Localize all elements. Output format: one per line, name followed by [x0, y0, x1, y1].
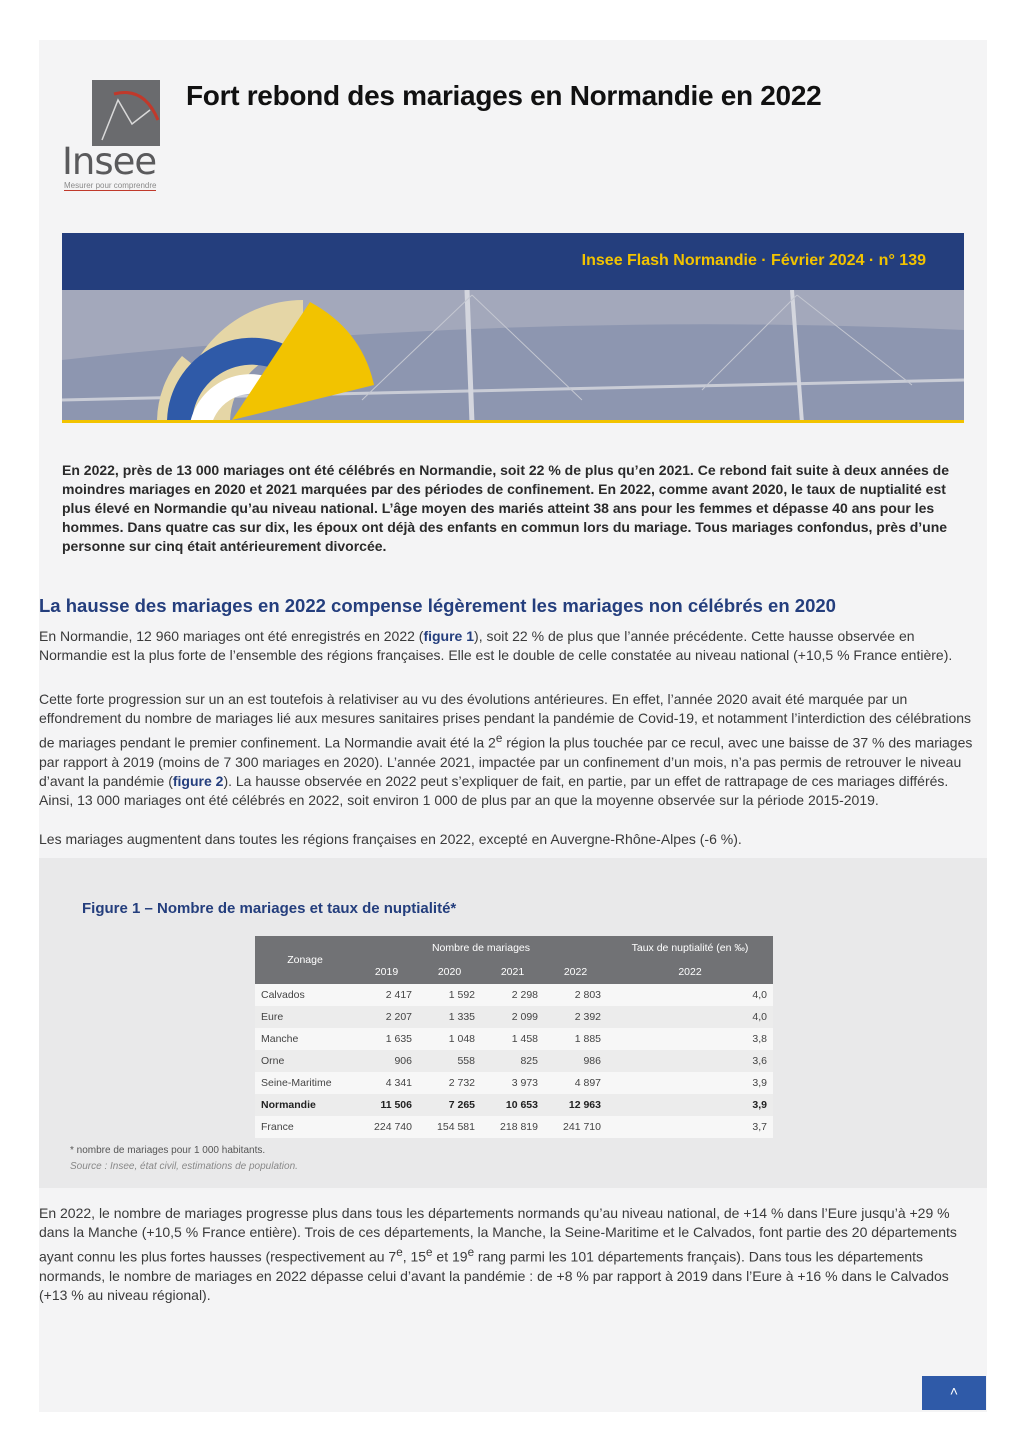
cell-value: 4 341	[355, 1072, 418, 1094]
header-year: 2022	[544, 960, 607, 984]
cell-value: 224 740	[355, 1116, 418, 1138]
superscript: e	[467, 1245, 475, 1259]
paragraph-4	[39, 1204, 975, 1305]
paragraph-4-text-a: En 2022, le nombre de mariages progresse plus dans tous les départements normands qu’au niveau national, de +14 % dans l’Eure jusqu’à +29 % dans la Manche (+10,5 % France entière). Trois de ces départements, la Manche, la Seine-Maritime et le Calvados, font partie des 20 départements ayant connu les plus fortes hausses (respectivement au 7	[39, 1205, 957, 1265]
cell-value: 2 298	[481, 984, 544, 1006]
cell-value: 2 803	[544, 984, 607, 1006]
cell-value: 4 897	[544, 1072, 607, 1094]
logo-tagline: Mesurer pour comprendre	[64, 181, 157, 190]
cell-value: 2 392	[544, 1006, 607, 1028]
cell-taux: 4,0	[607, 1006, 773, 1028]
header-year: 2020	[418, 960, 481, 984]
cell-value: 986	[544, 1050, 607, 1072]
paragraph-4-text-c: et 19	[432, 1248, 468, 1265]
bridge-illustration	[62, 290, 964, 423]
paragraph-2-text-b: région la plus touchée par ce recul, avec une baisse de 37 % des mariages par rapport à 2019 (moins de 7 300 mariages en 2020). L’année 2021, impactée par un confinement d’un mois, n’a pas permis de retrouver le niveau d’avant la pandémie (	[39, 734, 973, 789]
cell-value: 1 335	[418, 1006, 481, 1028]
cell-value: 3 973	[481, 1072, 544, 1094]
cell-taux: 4,0	[607, 984, 773, 1006]
back-to-top-button[interactable]	[922, 1376, 986, 1410]
cell-taux: 3,9	[607, 1094, 773, 1116]
header-taux-year: 2022	[607, 960, 773, 984]
paragraph-3: Les mariages augmentent dans toutes les régions françaises en 2022, excepté en Auvergne-Rhône-Alpes (-6 %).	[39, 831, 742, 847]
paragraph-4-text-b: , 15	[402, 1248, 427, 1265]
cell-taux: 3,6	[607, 1050, 773, 1072]
section-heading: La hausse des mariages en 2022 compense légèrement les mariages non célébrés en 2020	[39, 595, 836, 616]
paragraph-2-text-c: ). La hausse observée en 2022 peut s’expliquer de fait, en partie, par un effet de rattrapage de ces mariages différés. Ainsi, 13 000 mariages ont été célébrés en 2022, soit environ 1 000 de plus par an que la moyenne observée sur la période 2015-2019.	[39, 772, 949, 809]
table-row-normandie	[255, 1094, 773, 1116]
marriages-table	[255, 936, 773, 1138]
superscript: e	[396, 1245, 403, 1259]
cell-value: 241 710	[544, 1116, 607, 1138]
cell-zone: Normandie	[255, 1094, 355, 1116]
cell-value: 2 732	[418, 1072, 481, 1094]
cell-taux: 3,9	[607, 1072, 773, 1094]
header-mariages: Nombre de mariages	[355, 936, 607, 960]
cell-value: 154 581	[418, 1116, 481, 1138]
cell-value: 7 265	[418, 1094, 481, 1116]
article-summary: En 2022, près de 13 000 mariages ont été célébrés en Normandie, soit 22 % de plus qu’en 2021. Ce rebond fait suite à deux années de moindres mariages en 2020 et 2021 marquées par des périodes de confinement. En 2022, comme avant 2020, le taux de nuptialité est plus élevé en Normandie qu’au niveau national. L’âge moyen des mariés atteint 38 ans pour les femmes et dépasse 40 ans pour les hommes. Dans quatre cas sur dix, les époux ont déjà des enfants en commun lors du mariage. Tous mariages confondus, près d’une personne sur cinq était antérieurement divorcée.	[62, 462, 950, 554]
figure-2-link[interactable]: figure 2	[172, 772, 224, 789]
figure-1-link[interactable]: figure 1	[423, 628, 475, 644]
paragraph-2-text-a: Cette forte progression sur un an est toutefois à relativiser au vu des évolutions antérieures. En effet, l’année 2020 avait été marquée par un effondrement du nombre de mariages lié aux mesures sanitaires prises pendant la pandémie de Covid-19, et notamment l’interdiction des célébrations de mariages pendant le premier confinement. La Normandie avait été la 2	[39, 691, 972, 751]
cell-taux: 3,7	[607, 1116, 773, 1138]
cell-value: 10 653	[481, 1094, 544, 1116]
cell-value: 218 819	[481, 1116, 544, 1138]
table-row	[255, 1050, 773, 1072]
cell-zone: Calvados	[255, 984, 355, 1006]
paragraph-1-text-b: ), soit 22 % de plus que l’année précédente. Cette hausse observée en Normandie est la plus forte de l’ensemble des régions françaises. Elle est le double de celle constatée au niveau national (+10,5 % France entière).	[39, 628, 953, 664]
cell-value: 1 592	[418, 984, 481, 1006]
publication-banner	[62, 233, 964, 290]
figure-title: Figure 1 – Nombre de mariages et taux de nuptialité*	[82, 900, 457, 917]
insee-logo[interactable]	[62, 78, 166, 194]
cell-value: 12 963	[544, 1094, 607, 1116]
table-row	[255, 1028, 773, 1050]
cell-value: 2 207	[355, 1006, 418, 1028]
cell-value: 1 048	[418, 1028, 481, 1050]
cell-value: 558	[418, 1050, 481, 1072]
cell-value: 1 885	[544, 1028, 607, 1050]
header-year: 2019	[355, 960, 418, 984]
chevron-up-icon: ˄	[949, 1383, 959, 1399]
cell-value: 1 458	[481, 1028, 544, 1050]
cell-zone: Eure	[255, 1006, 355, 1028]
table-row	[255, 1006, 773, 1028]
cell-zone: France	[255, 1116, 355, 1138]
header-taux: Taux de nuptialité (en ‰)	[607, 936, 773, 960]
cell-zone: Orne	[255, 1050, 355, 1072]
logo-mark	[92, 80, 160, 146]
cell-zone: Manche	[255, 1028, 355, 1050]
superscript: e	[495, 731, 503, 745]
header-year: 2021	[481, 960, 544, 984]
publication-reference: Insee Flash Normandie · Février 2024 · n° 139	[581, 252, 926, 269]
cell-value: 2 417	[355, 984, 418, 1006]
paragraph-2	[39, 690, 975, 810]
paragraph-4-text-d: rang parmi les 101 départements français). Dans tous les départements normands, le nombre de mariages en 2022 dépasse celui d’avant la pandémie : de +8 % par rapport à 2019 dans l’Eure à +16 % dans le Calvados (+13 % au niveau régional).	[39, 1248, 949, 1303]
banner-image	[62, 290, 964, 423]
paragraph-1-text-a: En Normandie, 12 960 mariages ont été enregistrés en 2022 (	[39, 628, 424, 644]
logo-swoosh-icon	[92, 80, 160, 146]
table-row	[255, 1072, 773, 1094]
figure-note: * nombre de mariages pour 1 000 habitants.	[70, 1145, 266, 1156]
superscript: e	[426, 1245, 433, 1259]
cell-value: 825	[481, 1050, 544, 1072]
figure-source: Source : Insee, état civil, estimations de population.	[70, 1161, 298, 1172]
cell-zone: Seine-Maritime	[255, 1072, 355, 1094]
cell-value: 906	[355, 1050, 418, 1072]
page-title: Fort rebond des mariages en Normandie en 2022	[186, 80, 822, 111]
table-row	[255, 1116, 773, 1138]
header-zonage: Zonage	[255, 936, 355, 984]
cell-value: 2 099	[481, 1006, 544, 1028]
paragraph-1	[39, 627, 975, 666]
cell-taux: 3,8	[607, 1028, 773, 1050]
cell-value: 1 635	[355, 1028, 418, 1050]
cell-value: 11 506	[355, 1094, 418, 1116]
logo-wordmark: Insee	[62, 140, 157, 183]
table-row	[255, 984, 773, 1006]
